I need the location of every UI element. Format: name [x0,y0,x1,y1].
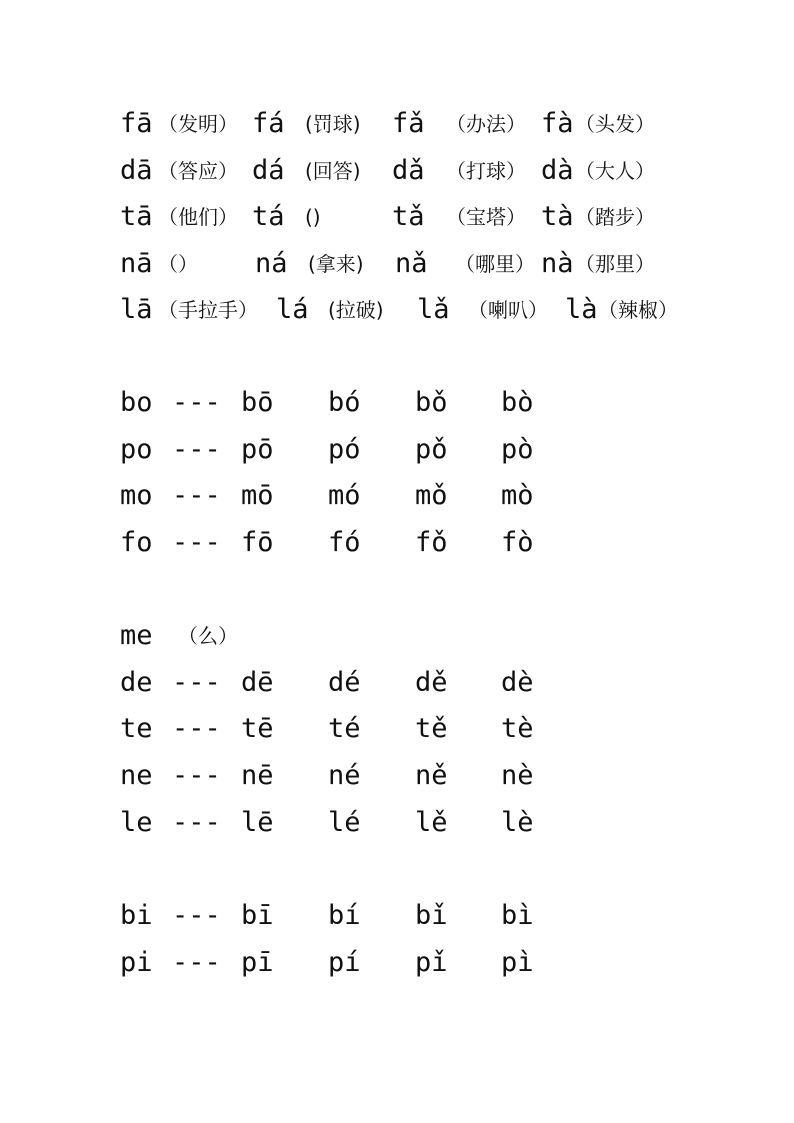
row-bi [0,896,794,936]
base-syllable: po [120,434,153,465]
syllable: nā [120,248,153,279]
row-la [0,290,794,330]
example-word: （哪里） [455,252,535,276]
syllable: nǎ [395,248,428,279]
example-word: (拿来) [308,252,364,276]
tone-2: pó [328,434,361,465]
row-fa [0,104,794,144]
tone-2: bó [328,387,361,418]
base-syllable: pi [120,947,153,978]
example-word: （手拉手） [158,298,258,322]
row-te [0,709,794,749]
example-word: （办法） [446,112,526,136]
example-word: （大人） [575,159,655,183]
base-syllable: fo [120,527,153,558]
example-word: （那里） [575,252,655,276]
syllable: dà [541,155,574,186]
tone-4: bò [501,387,534,418]
row-ne [0,756,794,796]
tone-2: pí [328,947,361,978]
tone-1: dē [241,667,274,698]
example-word: (回答) [305,159,361,183]
row-fo [0,523,794,563]
dash: --- [172,900,221,931]
example-word: （） [158,252,198,276]
syllable: fā [120,108,153,139]
tone-1: nē [241,760,274,791]
example-word: （发明） [158,112,238,136]
tone-4: fò [501,527,534,558]
tone-1: bī [241,900,274,931]
base-syllable: de [120,667,153,698]
tone-3: pǐ [415,947,448,978]
tone-2: lé [328,807,361,838]
example-word: （他们） [158,205,238,229]
row-da [0,151,794,191]
row-pi [0,943,794,983]
tone-2: mó [328,480,361,511]
syllable: tà [541,201,574,232]
example-word: (拉破) [328,298,384,322]
tone-1: pī [241,947,274,978]
tone-3: pǒ [415,434,448,465]
tone-3: fǒ [415,527,448,558]
example-word: （头发） [575,112,655,136]
tone-1: fō [241,527,274,558]
dash: --- [172,480,221,511]
example-word: （答应） [158,159,238,183]
tone-2: fó [328,527,361,558]
row-na [0,244,794,284]
tone-3: mǒ [415,480,448,511]
example-word: （宝塔） [446,205,526,229]
example-word: （踏步） [575,205,655,229]
tone-2: né [328,760,361,791]
dash: --- [172,667,221,698]
example-word: （喇叭） [468,298,548,322]
dash: --- [172,434,221,465]
base-syllable: bi [120,900,153,931]
syllable: tá [252,201,285,232]
syllable: là [565,294,598,325]
example-word: （打球） [446,159,526,183]
base-syllable: me [120,620,153,651]
tone-3: bǒ [415,387,448,418]
tone-4: lè [501,807,534,838]
tone-3: dě [415,667,448,698]
tone-1: tē [241,713,274,744]
tone-4: mò [501,480,534,511]
dash: --- [172,947,221,978]
tone-2: bí [328,900,361,931]
dash: --- [172,387,221,418]
row-ta [0,197,794,237]
base-syllable: ne [120,760,153,791]
dash: --- [172,713,221,744]
example-word: () [305,205,321,229]
syllable: dā [120,155,153,186]
tone-3: lě [415,807,448,838]
dash: --- [172,527,221,558]
tone-1: mō [241,480,274,511]
tone-1: lē [241,807,274,838]
syllable: tā [120,201,153,232]
tone-3: ně [415,760,448,791]
tone-2: té [328,713,361,744]
base-syllable: bo [120,387,153,418]
tone-2: dé [328,667,361,698]
tone-1: pō [241,434,274,465]
tone-4: pò [501,434,534,465]
row-mo [0,476,794,516]
syllable: fà [541,108,574,139]
tone-4: pì [501,947,534,978]
syllable: tǎ [392,201,425,232]
row-po [0,430,794,470]
tone-3: tě [415,713,448,744]
tone-1: bō [241,387,274,418]
syllable: dǎ [392,155,425,186]
syllable: nà [541,248,574,279]
row-le [0,803,794,843]
example-word: （辣椒） [598,298,678,322]
dash: --- [172,807,221,838]
row-de [0,663,794,703]
dash: --- [172,760,221,791]
row-bo [0,383,794,423]
syllable: lá [276,294,309,325]
tone-4: nè [501,760,534,791]
syllable: fá [252,108,285,139]
syllable: dá [252,155,285,186]
syllable: ná [255,248,288,279]
row-me [0,616,794,656]
tone-3: bǐ [415,900,448,931]
syllable: lǎ [417,294,450,325]
syllable: lā [120,294,153,325]
base-syllable: te [120,713,153,744]
syllable: fǎ [392,108,425,139]
tone-4: dè [501,667,534,698]
base-syllable: mo [120,480,153,511]
tone-4: bì [501,900,534,931]
example-word: (罚球) [305,112,361,136]
tone-4: tè [501,713,534,744]
example-word: （么） [178,624,238,648]
base-syllable: le [120,807,153,838]
